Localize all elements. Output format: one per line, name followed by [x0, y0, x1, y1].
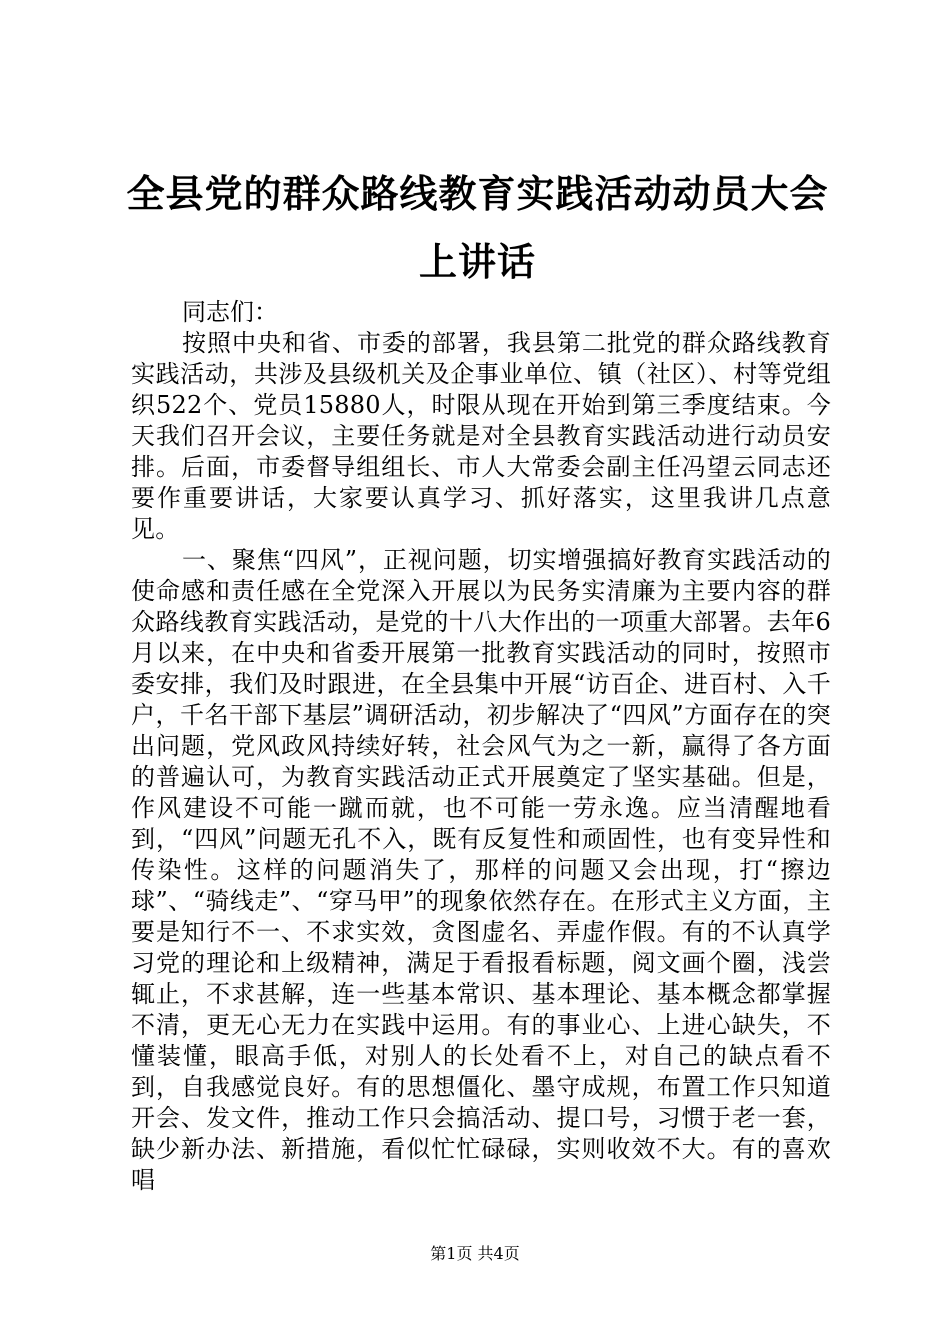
paragraph-2: 一、聚焦“四风”，正视问题，切实增强搞好教育实践活动的使命感和责任感在全党深入开展以为民务实清廉为主要内容的群众路线教育实践活动，是党的十八大作出的一项重大部署。去年6月以来，在中央和省委开展第一批教育实践活动的同时，按照市委安排，我们及时跟进，在全县集中开展“访百企、进百村、入千户，千名干部下基层”调研活动，初步解决了“四风”方面存在的突出问题，党风政风持续好转，社会风气为之一新，赢得了各方面的普遍认可，为教育实践活动正式开展奠定了坚实基础。但是，作风建设不可能一蹴而就，也不可能一劳永逸。应当清醒地看到，“四风”问题无孔不入，既有反复性和顽固性，也有变异性和传染性。这样的问题消失了，那样的问题又会出现，打“擦边球”、“骑线走”、“穿马甲”的现象依然存在。在形式主义方面，主要是知行不一、不求实效，贪图虚名、弄虚作假。有的不认真学习党的理论和上级精神，满足于看报看标题，阅文画个圈，浅尝辄止，不求甚解，连一些基本常识、基本理论、基本概念都掌握不清，更无心无力在实践中运用。有的事业心、上进心缺失，不懂装懂，眼高手低，对别人的长处看不上，对自己的缺点看不到，自我感觉良好。有的思想僵化、墨守成规，布置工作只知道开会、发文件，推动工作只会搞活动、提口号，习惯于老一套，缺少新办法、新措施，看似忙忙碌碌，实则收效不大。有的喜欢唱 [131, 546, 831, 1194]
salutation: 同志们： [182, 298, 278, 326]
page-number-footer: 第1页 共4页 [430, 1244, 520, 1263]
document-body [131, 297, 831, 1196]
document-title: 全县党的群众路线教育实践活动动员大会上讲话 [126, 171, 829, 284]
paragraph-1: 按照中央和省、市委的部署，我县第二批党的群众路线教育实践活动，共涉及县级机关及企事业单位、镇（社区）、村等党组织522个、党员15880人，时限从现在开始到第三季度结束。今天我们召开会议，主要任务就是对全县教育实践活动进行动员安排。后面，市委督导组组长、市人大常委会副主任冯望云同志还要作重要讲话，大家要认真学习、抓好落实，这里我讲几点意见。 [131, 329, 831, 543]
